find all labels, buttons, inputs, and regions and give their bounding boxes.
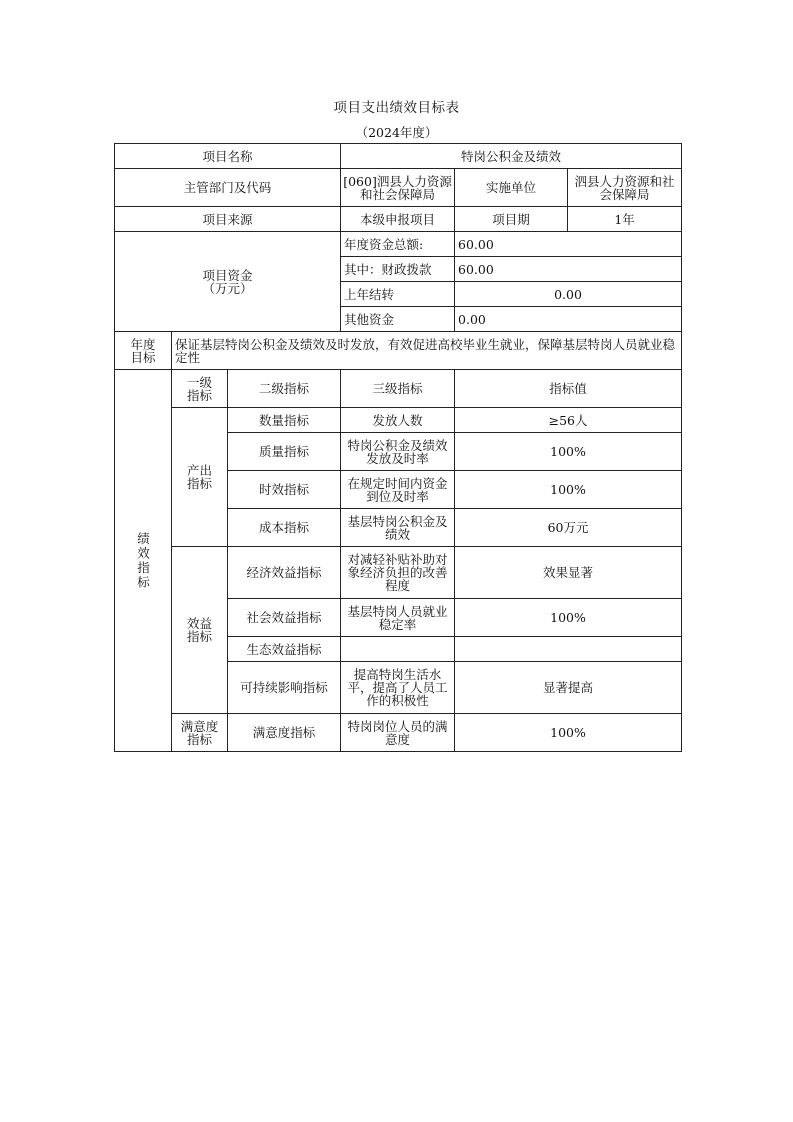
group-benefit-text: 效益指标 — [186, 616, 212, 644]
goal-label-text: 年度目标 — [130, 336, 156, 365]
funds-label-text: 项目资金（万元） — [202, 267, 253, 296]
row-value: 效果显著 — [455, 547, 682, 599]
row-l3: 提高特岗生活水平，提高了人员工作的积极性 — [341, 662, 455, 714]
group-satisfaction — [172, 714, 228, 752]
period-label: 项目期 — [455, 207, 568, 232]
goal-label — [115, 332, 172, 370]
header-level1-text: 一级指标 — [186, 374, 212, 403]
dept-value: [060]泗县人力资源和社会保障局 — [341, 169, 455, 207]
page-subtitle: （2024年度） — [355, 125, 438, 140]
fund-fiscal-label: 其中：财政拨款 — [341, 257, 455, 282]
fund-carryover-value: 0.00 — [455, 282, 682, 307]
row-l3: 发放人数 — [341, 408, 455, 433]
row-value: 100% — [455, 714, 682, 752]
goal-value: 保证基层特岗公积金及绩效及时发放，有效促进高校毕业生就业，保障基层特岗人员就业稳定性 — [172, 332, 682, 370]
row-l3: 基层特岗人员就业稳定率 — [341, 599, 455, 637]
impl-value: 泗县人力资源和社会保障局 — [568, 169, 682, 207]
group-benefit — [172, 547, 228, 714]
row-value: 60万元 — [455, 509, 682, 547]
perf-label — [115, 370, 172, 752]
source-label: 项目来源 — [115, 207, 341, 232]
row-l2: 经济效益指标 — [228, 547, 341, 599]
row-l3 — [341, 637, 455, 662]
row-l3: 对减轻补贴补助对象经济负担的改善程度 — [341, 547, 455, 599]
group-satisfaction-text: 满意度指标 — [180, 718, 219, 747]
fund-other-value: 0.00 — [455, 307, 682, 332]
fund-total-value: 60.00 — [455, 232, 682, 257]
fund-carryover-label: 上年结转 — [341, 282, 455, 307]
period-value: 1年 — [568, 207, 682, 232]
fund-total-label: 年度资金总额: — [341, 232, 455, 257]
row-l2: 满意度指标 — [228, 714, 341, 752]
fund-other-label: 其他资金 — [341, 307, 455, 332]
row-value: 显著提高 — [455, 662, 682, 714]
row-l2: 数量指标 — [228, 408, 341, 433]
header-level1 — [172, 370, 228, 408]
row-l2: 社会效益指标 — [228, 599, 341, 637]
header-level3: 三级指标 — [341, 370, 455, 408]
project-name-label: 项目名称 — [115, 144, 341, 169]
impl-label: 实施单位 — [455, 169, 568, 207]
row-l2: 时效指标 — [228, 471, 341, 509]
row-l3: 在规定时间内资金到位及时率 — [341, 471, 455, 509]
funds-label — [115, 232, 341, 332]
group-output — [172, 408, 228, 547]
dept-label: 主管部门及代码 — [115, 169, 341, 207]
performance-table — [114, 143, 682, 752]
row-l2: 质量指标 — [228, 433, 341, 471]
row-l2: 成本指标 — [228, 509, 341, 547]
row-l3: 特岗岗位人员的满意度 — [341, 714, 455, 752]
row-l3: 基层特岗公积金及绩效 — [341, 509, 455, 547]
row-l2: 可持续影响指标 — [228, 662, 341, 714]
perf-label-text: 绩效指标 — [135, 531, 151, 590]
page-title: 项目支出绩效目标表 — [333, 100, 460, 116]
header-value: 指标值 — [455, 370, 682, 408]
group-output-text: 产出指标 — [186, 463, 212, 491]
project-name-value: 特岗公积金及绩效 — [341, 144, 682, 169]
row-l3: 特岗公积金及绩效发放及时率 — [341, 433, 455, 471]
row-l2: 生态效益指标 — [228, 637, 341, 662]
row-value: 100% — [455, 433, 682, 471]
row-value: 100% — [455, 471, 682, 509]
row-value: 100% — [455, 599, 682, 637]
source-value: 本级申报项目 — [341, 207, 455, 232]
header-level2: 二级指标 — [228, 370, 341, 408]
row-value — [455, 637, 682, 662]
fund-fiscal-value: 60.00 — [455, 257, 682, 282]
row-value: ≥56人 — [455, 408, 682, 433]
